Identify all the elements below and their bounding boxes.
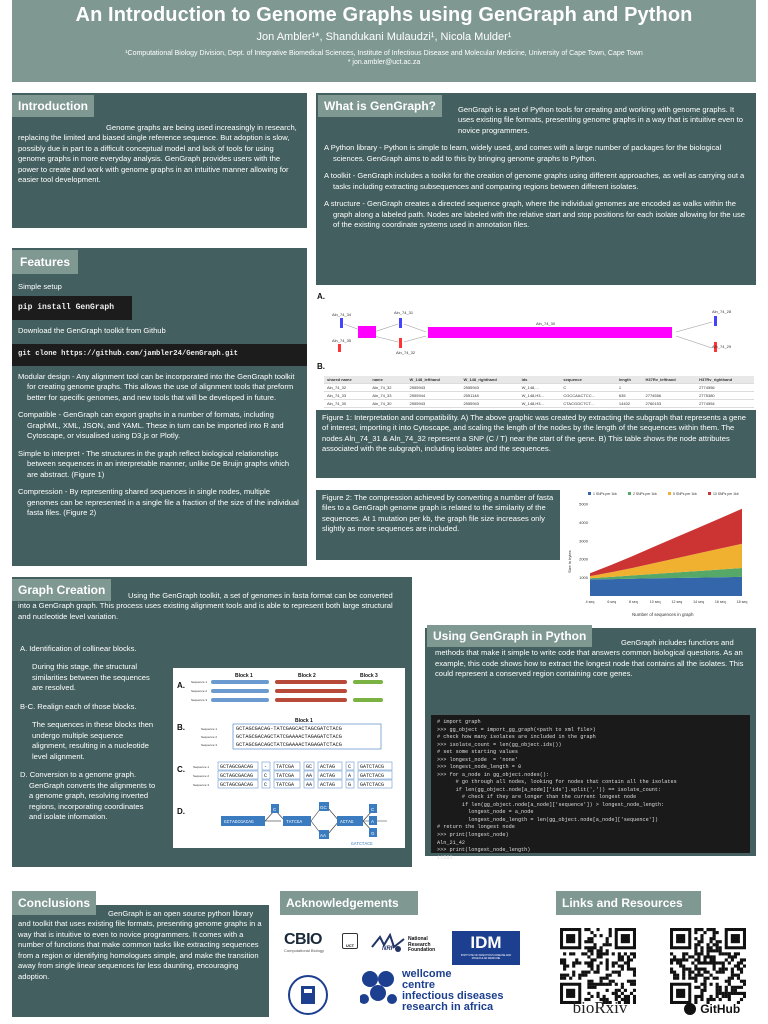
alignment-segment: ACTAG	[320, 764, 336, 770]
alignment-segment: ACTAG	[320, 782, 336, 788]
table-cell: 635	[616, 392, 643, 400]
block-label: Block 1	[235, 673, 253, 679]
block-label: Block 2	[298, 673, 316, 679]
alignment-segment: G	[348, 782, 352, 788]
graph-node-label: AA	[320, 833, 327, 838]
acknowledgements-heading: Acknowledgements	[280, 891, 418, 915]
alignment-segment: GCTAGCGACAG	[220, 782, 254, 788]
poster-affiliation	[12, 49, 756, 68]
table-cell: CGCCAACTCC...	[560, 392, 616, 400]
chart-x-label: Number of sequences in graph	[632, 612, 694, 617]
diagram-label-b: B.	[177, 723, 185, 732]
y-tick-label: 1000	[579, 575, 588, 581]
table-row	[324, 400, 754, 408]
github-icon	[684, 1003, 696, 1015]
creation-step-title: A. Identification of collinear blocks.	[20, 644, 137, 653]
chart-legend	[588, 492, 739, 496]
node-label: Aln_74_32	[396, 350, 416, 355]
what-item: A Python library - Python is simple to learn, widely used, and comes with a large number of packages for the biological sciences. GenGraph aims to add to this by bringing genome graphs to Python.	[324, 143, 722, 163]
graph-node-label: GC	[320, 805, 327, 810]
sequence-label: Sequence 1	[201, 727, 218, 731]
download-label: Download the GenGraph toolkit from Github	[18, 325, 166, 335]
chart-x-ticks	[586, 600, 748, 604]
creation-step-title: B-C. Realign each of those blocks.	[20, 701, 137, 711]
creation-diagram	[173, 668, 405, 848]
graph-node	[714, 316, 717, 326]
features-list	[12, 372, 307, 519]
table-header-row	[324, 376, 754, 384]
creation-intro: Using the GenGraph toolkit, a set of genomes in fasta format can be converted into a GenGraph graph. This process uses existing alignment tools and is able to represent both large structural and nucleotide level variation.	[18, 591, 393, 621]
table-cell: 2774556	[696, 384, 754, 392]
what-panel	[316, 93, 756, 285]
graph-node-label: GCTAGCGACAG	[224, 820, 254, 825]
chart-y-ticks	[579, 502, 589, 581]
sequence-label: Sequence 3	[191, 698, 208, 702]
graph-node	[340, 318, 343, 328]
graph-node	[428, 327, 672, 338]
table-cell: W_148,H3...	[519, 400, 561, 408]
node-label: Aln_74_34	[332, 312, 352, 317]
figure2-caption-panel	[316, 490, 560, 560]
table-cell: 2555943	[460, 384, 518, 392]
table-header: name	[369, 376, 406, 384]
wellcome-text: centre	[402, 979, 436, 991]
alignment-segment: AA	[306, 773, 313, 779]
sequence-label: Sequence 3	[193, 783, 210, 787]
legend-swatch	[628, 492, 631, 495]
email-text: * jon.ambler@uct.ac.za	[347, 59, 421, 67]
graph-node-label: C	[371, 807, 375, 812]
alignment-row: GCTAGCGACAG-TATCGAGCACTAGCGATCTACG	[236, 726, 342, 732]
legend-label: 1 SNPs per 1kb	[593, 492, 617, 496]
node-label: Aln_74_29	[712, 344, 732, 349]
nrf-logo-text: National Research Foundation	[408, 936, 436, 953]
table-cell: C	[560, 384, 616, 392]
alignment-segment: -	[264, 764, 268, 770]
table-cell: 2551148	[460, 392, 518, 400]
table-cell: 2775380	[696, 392, 754, 400]
graph-node-label: A	[371, 819, 375, 824]
alignment-segment: GATCTACG	[360, 773, 385, 779]
table-cell: W_148,H3...	[519, 392, 561, 400]
alignment-segment: TATCGA	[276, 764, 295, 770]
table-cell: Aln_74_30	[324, 400, 369, 408]
diagram-label-a: A.	[177, 681, 185, 690]
alignment-segment: C	[348, 764, 352, 770]
table-header: ids	[519, 376, 561, 384]
table-cell: Aln_74_33	[369, 392, 406, 400]
alignment-segment: GCTAGCGACAG	[220, 773, 254, 779]
alignment-segment: AA	[306, 782, 313, 788]
block-label: Block 3	[360, 673, 378, 679]
links-heading: Links and Resources	[556, 891, 701, 915]
table-header: W_148_lefthand	[407, 376, 461, 384]
x-tick-label: 18 seq	[736, 600, 748, 604]
figure2-chart	[562, 488, 756, 620]
table-header: length	[616, 376, 643, 384]
split-alignment	[193, 762, 392, 788]
node-label: Aln_74_35	[332, 338, 352, 343]
setup-label: Simple setup	[18, 282, 62, 291]
table-cell: 2555943	[460, 400, 518, 408]
alignment-row: GCTAGCGACAGCTATCGAAAACTAGAGATCTACG	[236, 742, 342, 748]
sequence-label: Sequence 1	[191, 680, 208, 684]
creation-steps	[14, 644, 164, 823]
creation-step-title: D. Conversion to a genome graph. GenGraph converts the alignments to a genome graph, resolving inverted regions, incorporating coordinates and isolate information.	[20, 770, 156, 822]
pip-install-command[interactable]: pip install GenGraph	[12, 296, 132, 319]
table-cell: W_148,...	[519, 384, 561, 392]
figure1	[316, 290, 756, 410]
figure1-label-a: A.	[317, 292, 325, 301]
graph-node-label: TATCGA	[286, 820, 303, 825]
table-cell: 14402	[616, 400, 643, 408]
acknowledgements-logos	[282, 925, 532, 1020]
table-header: H37Rv_lefthand	[643, 376, 697, 384]
x-tick-label: 14 seq	[693, 600, 704, 604]
github-label[interactable]	[672, 1000, 752, 1018]
x-tick-label: 8 seq	[629, 600, 638, 604]
uct-logo-text: UCT	[345, 943, 355, 948]
idm-logo-subtitle: INSTITUTE OF INFECTIOUS DISEASE AND MOLECULAR MEDICINE	[460, 954, 512, 960]
creation-step-body: The sequences in these blocks then undergo multiple sequence alignment, resulting in a nucleotide level alignment.	[32, 720, 154, 761]
table-header: sequence	[560, 376, 616, 384]
y-tick-label: 2000	[579, 556, 588, 562]
feature-item: Compression - By representing shared sequences in single nodes, multiple genomes can be represented in a single file a fraction of the size of the individual fasta files. (Figure 2)	[18, 487, 299, 518]
idm-logo	[452, 931, 520, 965]
table-row	[324, 384, 754, 392]
legend-label: 2 SNPs per 1kb	[633, 492, 657, 496]
figure2-caption: Figure 2: The compression achieved by converting a number of fasta files to a GenGraph genome graph is related to the similarity of the sequences. At 1 mutation per kb, the graph file size increases only slightly as more sequences are included.	[322, 493, 554, 534]
table-cell: Aln_74_33	[324, 392, 369, 400]
table-cell: Aln_74_30	[369, 400, 406, 408]
conclusions-heading: Conclusions	[12, 891, 96, 915]
python-code-block[interactable]: # import graph >>> gg_object = import_gg_graph(<path to xml file>) # check how many isolates are included in the graph >>> isolate_count = len(gg_object.ids()) # set some starting values >>> longest_node = 'none' >>> longest_node_length = 0 >>> for a_node in gg_object.nodes(): # go through all nodes, looking for nodes that contain all the isolates if len(gg_object.node[a_node]['ids'].split(',')) == isolate_count: # check if they are longer than the current longest node if len(gg_object.node[a_node]['sequence']) > longest_node_length: longest_node = a_node longest_node_length = len(gg_object.node[a_node]['sequence']) # return the longest node >>> print(longest_node) Aln_21_42 >>> print(longest_node_length) 11583	[431, 715, 750, 853]
node-label: Aln_74_28	[712, 309, 732, 314]
alignment-segment: ACTAG	[320, 773, 336, 779]
introduction-text: Genome graphs are being used increasingly in research, replacing the limited and biased single reference sequence. But adoption is slow, possibly due in part to a difficult conceptual model and lack of tools for using genome graphs in more everyday analysis. GenGraph provides users with the power to create and work with genome graphs in an intuitive manner allowing for easier tool development.	[18, 123, 297, 185]
table-header: H37Rv_righthand	[696, 376, 754, 384]
introduction-heading: Introduction	[12, 95, 94, 117]
y-tick-label: 3000	[579, 538, 588, 544]
figure1-caption-panel	[316, 410, 756, 478]
chart-y-label: Size in bytes	[567, 550, 572, 573]
idm-logo-text: IDM	[470, 933, 502, 952]
x-tick-label: 12 seq	[671, 600, 683, 604]
poster-title: An Introduction to Genome Graphs using GenGraph and Python	[75, 4, 693, 26]
diagram-label-d: D.	[177, 807, 185, 816]
conclusions-text: GenGraph is an open source python library and toolkit that uses existing file formats, presenting genome graphs in a way that is intuitive to even to novice programmers. It comes with a number of functions that make common tasks like extracting sequences from a region or identifying homologues simple, and make the transition away from single linear sequences far less daunting, encouraging adoption.	[18, 909, 262, 981]
what-intro: GenGraph is a set of Python tools for creating and working with genome graphs. It uses existing file formats, presenting genome graphs in a way that is intuitive even to novice programmers.	[458, 105, 743, 135]
graph-node	[399, 318, 402, 328]
poster-authors: Jon Ambler¹*, Shandukani Mulaudzi¹, Nicola Mulder¹	[256, 31, 512, 43]
feature-item: Modular design - Any alignment tool can be incorporated into the GenGraph toolkit for creating genome graphs. This allows the use of alignment tools that preform better for specific genomes, and new tools that will be developed in future.	[18, 371, 295, 402]
node-label: Aln_74_31	[394, 310, 414, 315]
alignment-segment: TATCGA	[276, 773, 295, 779]
table-header: W_148_righthand	[460, 376, 518, 384]
feature-item: Simple to interpret - The structures in the graph reflect biological relationships between sequences in an interpretable manner, unlike De Bruijn graphs which are abstract. (Figure 1)	[18, 448, 290, 479]
graph-node	[358, 326, 376, 338]
uct-logo	[342, 933, 358, 949]
sequence-label: Sequence 2	[193, 774, 210, 778]
table-cell: 2774554	[696, 400, 754, 408]
legend-swatch	[708, 492, 711, 495]
table-row	[324, 392, 754, 400]
figure1-label-b: B.	[317, 362, 325, 371]
graph-node-label: C	[273, 807, 277, 812]
python-text: GenGraph includes functions and methods that make it simple to write code that answers common biological questions. As an example, this code shows how to extract the longest node that contains all the isolates. This could represent a conserved region containing core genes.	[435, 638, 744, 679]
github-label-text: GitHub	[700, 1002, 741, 1016]
creation-step-body: During this stage, the structural similarities between the sequences are resolved.	[32, 662, 150, 693]
features-heading: Features	[12, 250, 78, 274]
features-panel	[12, 248, 307, 566]
table-cell: Aln_74_32	[369, 384, 406, 392]
graph-node	[399, 338, 402, 348]
alignment-segment: GCTAGCGACAG	[220, 764, 254, 770]
table-cell	[643, 384, 697, 392]
table-cell: CTACGGCTCT...	[560, 400, 616, 408]
nrf-logo	[370, 931, 440, 961]
what-heading: What is GenGraph?	[318, 95, 442, 117]
diagram-label-c: C.	[177, 765, 185, 774]
x-tick-label: 10 seq	[649, 600, 661, 604]
alignment-segment: A	[348, 773, 352, 779]
cbio-logo-text: CBIO	[284, 931, 322, 948]
legend-swatch	[668, 492, 671, 495]
table-cell: 2555944	[407, 392, 461, 400]
table-cell: 2555943	[407, 384, 461, 392]
table-cell: 1	[616, 384, 643, 392]
table-cell: Aln_74_32	[324, 384, 369, 392]
alignment-segment: C	[264, 782, 268, 788]
sequence-label: Sequence 2	[191, 689, 208, 693]
x-tick-label: 6 seq	[607, 600, 617, 604]
cbio-logo	[284, 931, 324, 953]
biorxiv-label[interactable]: bioRxiv	[572, 998, 628, 1017]
python-heading: Using GenGraph in Python	[427, 625, 592, 647]
graph-node-label: ACTAG	[340, 820, 354, 825]
graph-node-label: G	[371, 831, 375, 836]
chart-areas	[590, 509, 742, 596]
biorxiv-qr-code[interactable]	[560, 928, 636, 1004]
alignment-segment: GC	[306, 764, 313, 770]
table-cell: 2760153	[643, 400, 697, 408]
x-tick-label: 16 seq	[714, 600, 726, 604]
uct-seal-logo	[288, 975, 328, 1015]
graph-node-label: GATCTACG	[351, 842, 373, 847]
wellcome-hex-icon	[360, 969, 398, 1009]
sequence-label: Sequence 1	[193, 765, 210, 769]
area-series	[590, 577, 742, 596]
conclusions-panel	[12, 905, 269, 1017]
github-qr-code[interactable]	[670, 928, 746, 1004]
x-tick-label: 4 seq	[585, 600, 595, 604]
wellcome-text: wellcome	[402, 968, 452, 980]
wellcome-logo	[360, 965, 530, 1015]
figure1-caption: Figure 1: Interpretation and compatibility. A) The above graphic was created by extracting the subgraph that represents a gene of interest, importing it into Cytoscape, and scaling the length of the nodes by the length of the sequences within them. The nodes Aln_74_31 & Aln_74_32 represent a SNP (C / T) near the start of the gene. B) This table shows the node attributes associated with the subgraph, including isolates and the sequences.	[322, 413, 746, 454]
git-clone-command[interactable]: git clone https://github.com/jambler24/GenGraph.git	[12, 344, 307, 366]
figure1-graph	[316, 298, 756, 356]
legend-label: 10 SNPs per 1kb	[713, 492, 739, 496]
poster-header	[12, 0, 756, 82]
sequence-label: Sequence 3	[201, 743, 218, 747]
cbio-logo-subtitle: Computational Biology	[284, 948, 325, 953]
creation-heading: Graph Creation	[12, 579, 111, 601]
alignment-segment: GATCTACG	[360, 782, 385, 788]
graph-node	[338, 344, 341, 352]
y-tick-label: 4000	[579, 519, 588, 525]
what-item: A structure - GenGraph creates a directed sequence graph, where the individual genomes are encoded as walks within the graph along a labeled path. Nodes are labeled with the relative start and stop positions for each isolate allowing for the use of the existing coordinate systems used in annotation files.	[324, 199, 746, 230]
nrf-logo-mark: NRF	[382, 946, 395, 952]
wellcome-text: infectious diseases	[402, 990, 504, 1002]
sequence-label: Sequence 2	[201, 735, 218, 739]
alignment-row: GCTAGCGACAGCTATCGAAAACTAGAGATCTACG	[236, 734, 342, 740]
what-item: A toolkit - GenGraph includes a toolkit for the creation of genome graphs using different approaches, as well as carrying out a tasks including extracting subsequences and comparing regions between different isolates.	[324, 171, 745, 191]
y-tick-label: 5000	[579, 501, 588, 507]
affiliation-text: ¹Computational Biology Division, Dept. of Integrative Biomedical Sciences, Institute of Infectious Disease and Molecular Medicine, University of Cape Town, Cape Town	[125, 50, 643, 57]
uct-seal-icon	[290, 977, 326, 1013]
table-header: shared name	[324, 376, 369, 384]
table-cell: 2555943	[407, 400, 461, 408]
legend-label: 5 SNPs per 1kb	[673, 492, 697, 496]
block-label: Block 1	[295, 718, 313, 724]
legend-swatch	[588, 492, 591, 495]
alignment-segment: TATCGA	[276, 782, 295, 788]
alignment-segment: GATCTACG	[360, 764, 385, 770]
feature-item: Compatible - GenGraph can export graphs in a number of formats, including GraphML, XML, JSON, and YAML. These in turn can be imported into R and Cytoscape, or visualised using D3.js or Plotly.	[18, 410, 284, 441]
alignment-segment: C	[264, 773, 268, 779]
node-label: Aln_74_30	[536, 321, 556, 326]
table-cell: 2774556	[643, 392, 697, 400]
wellcome-text: research in africa	[402, 1001, 494, 1013]
